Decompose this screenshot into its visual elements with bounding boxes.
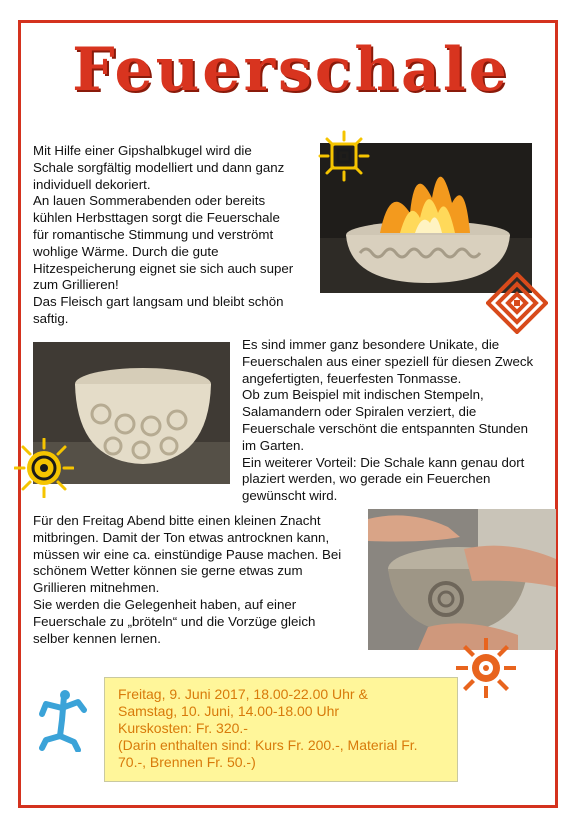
tribal-sun-icon bbox=[454, 636, 518, 700]
clay-shaping-photo bbox=[368, 509, 556, 650]
lizard-figure-icon bbox=[34, 690, 92, 752]
course-info-box bbox=[104, 677, 458, 782]
course-cost-breakdown-cont: 70.-, Brennen Fr. 50.-) bbox=[118, 754, 256, 770]
sun-spiral-icon bbox=[318, 130, 370, 182]
intro-paragraph: Mit Hilfe einer Gipshalbkugel wird die Schale sorgfältig modelliert und dann ganz individuell dekoriert. An lauen Sommerabenden oder bereits kühlen Herbsttagen sorgt die Feuerschale für romantische Stimmung und verströmt wohlige Wärme. Durch die gute Hitzespeicherung eignet sie sich auch super zum Grillieren! Das Fleisch gart langsam und bleibt schön saftig. bbox=[33, 143, 294, 326]
course-notes-paragraph: Für den Freitag Abend bitte einen kleinen Znacht mitbringen. Damit der Ton etwas antrocknen kann, müssen wir eine ca. einstündige Pause machen. Bei schönem Wetter können sie gerne etwas zum Grillieren mitnehmen. Sie werden die Gelegenheit haben, auf einer Feuerschale zu „bröteln“ und die Vorzüge gleich selber kennen lernen. bbox=[33, 513, 342, 646]
poster-title: Feuerschale bbox=[72, 35, 510, 105]
unikate-paragraph: Es sind immer ganz besondere Unikate, die Feuerschalen aus einer speziell für diesen Zweck angefertigten, feuerfesten Tonmasse. Ob zum Beispiel mit indischen Stempeln, Salamandern oder Spiralen verziert, die Feuerschale verschönt die entspannten Stunden im Garten. Ein weiterer Vorteil: Die Schale kann genau dort plaziert werden, wo gerade ein Feuerchen gewünscht wird. bbox=[242, 337, 534, 504]
course-cost-breakdown: (Darin enthalten sind: Kurs Fr. 200.-, Material Fr. bbox=[118, 737, 418, 753]
course-date-saturday: Samstag, 10. Juni, 14.00-18.00 Uhr bbox=[118, 703, 340, 719]
course-date-friday: Freitag, 9. Juni 2017, 18.00-22.00 Uhr & bbox=[118, 686, 368, 702]
sun-spiral-icon bbox=[14, 438, 74, 498]
diamond-pattern-icon bbox=[486, 272, 548, 334]
course-cost: Kurskosten: Fr. 320.- bbox=[118, 720, 248, 736]
